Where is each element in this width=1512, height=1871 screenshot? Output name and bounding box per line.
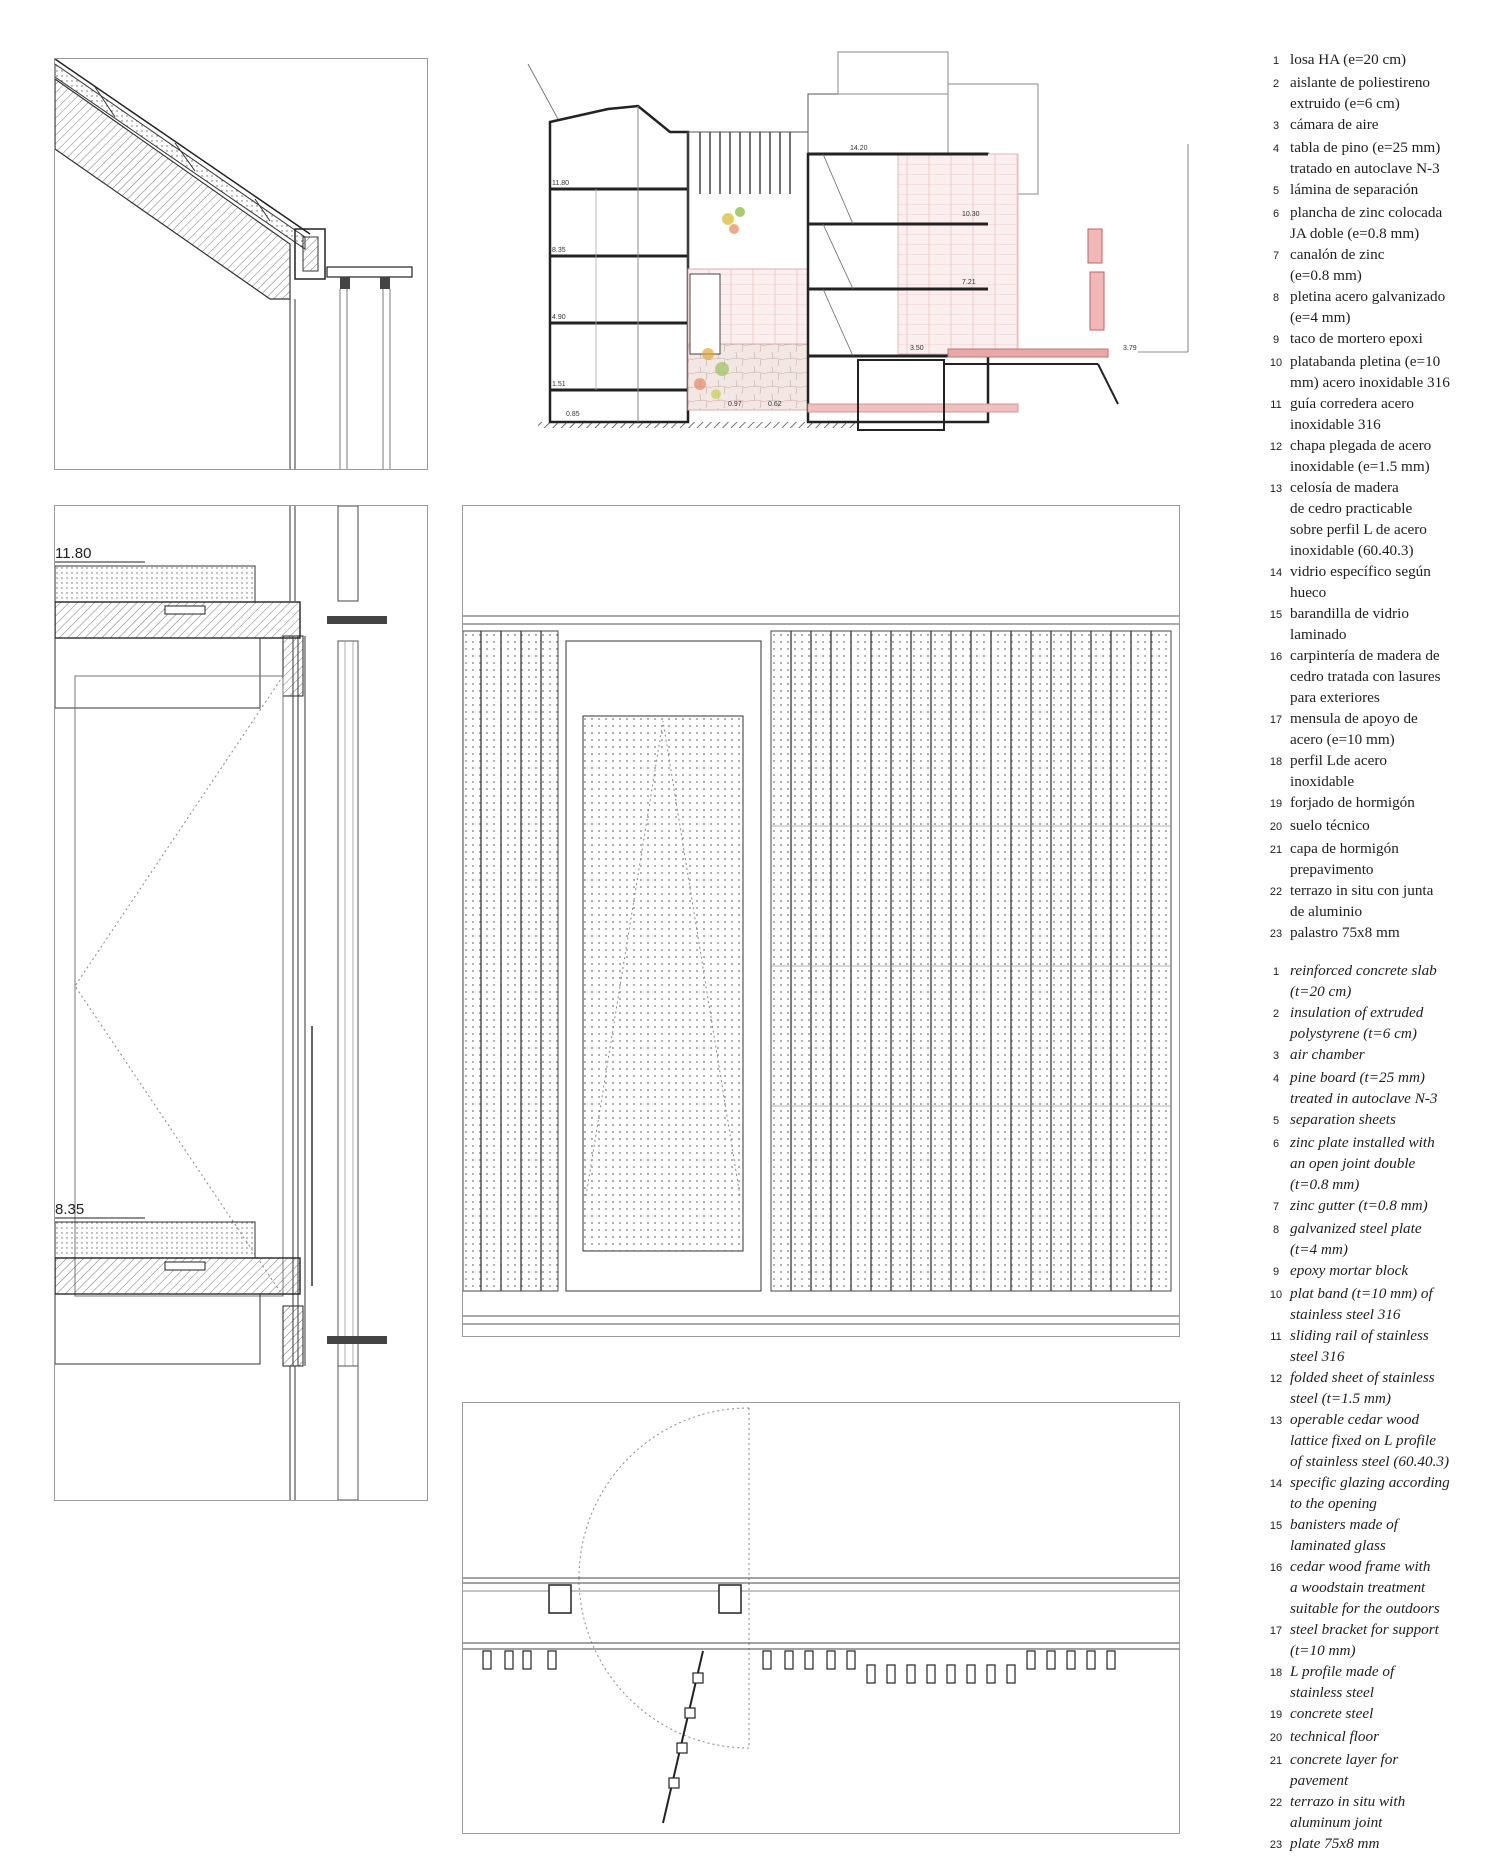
legend-item [1262,1260,1512,1283]
legend-item-number: 6 [1272,1138,1280,1150]
legend-item [1262,1325,1512,1367]
legend-item-text: forjado de hormigón [1290,794,1415,811]
legend-item-number: 17 [1269,714,1283,726]
facade-plan-panel [462,1402,1180,1834]
legend-item [1262,1002,1512,1044]
legend-item-number: 19 [1269,798,1283,810]
legend-item [1262,708,1512,750]
level-label: 4.90 [552,314,566,321]
legend-item-number: 11 [1270,1331,1282,1343]
legend-item [1262,1514,1512,1556]
legend-item [1262,880,1512,922]
legend-item [1262,1044,1512,1067]
legend-item [1262,1195,1512,1218]
legend-item [1262,1556,1512,1619]
legend-item-text: folded sheet of stainless steel (t=1.5 mm) [1290,1369,1435,1407]
legend-item-number: 21 [1269,1755,1283,1767]
legend-item-text: banisters made of laminated glass [1290,1516,1398,1554]
legend-item [1262,815,1512,838]
legend-item-text: epoxy mortar block [1290,1262,1409,1279]
right-lattice-panels [771,631,1171,1291]
legend-item [1262,1409,1512,1472]
level-label: 1.51 [552,381,566,388]
legend-item [1262,1472,1512,1514]
facade-vertical-section-panel [54,505,428,1501]
level-label: 3.79 [1123,345,1137,352]
legend-item-text: technical floor [1290,1728,1379,1745]
level-label: 8.35 [552,247,566,254]
legend-item-number: 23 [1269,1839,1283,1851]
facade-vertical-section-drawing [55,506,427,1500]
level-label: 0.62 [768,401,782,408]
legend-item-number: 12 [1269,441,1283,453]
legend-item-text: carpintería de madera de cedro tratada con lasures para exteriores [1290,647,1441,706]
legend-item-text: galvanized steel plate (t=4 mm) [1290,1220,1422,1258]
legend-item-number: 8 [1272,1224,1280,1236]
legend-item-number: 20 [1269,821,1283,833]
legend-item-text: reinforced concrete slab (t=20 cm) [1290,962,1437,1000]
legend-item-text: celosía de madera de cedro practicable sobre perfil L de acero inoxidable (60.40.3) [1290,479,1427,559]
legend-item-number: 8 [1272,292,1280,304]
legend-item [1262,49,1512,72]
legend-item-text: cedar wood frame with a woodstain treatment suitable for the outdoors [1290,1558,1440,1617]
legend-item [1262,838,1512,880]
legend-item-text: aislante de poliestireno extruido (e=6 cm) [1290,74,1431,112]
legend-item-number: 18 [1269,756,1283,768]
legend-item [1262,286,1512,328]
legend-item-number: 16 [1269,1562,1283,1574]
legend-item-text: tabla de pino (e=25 mm) tratado en autoclave N-3 [1290,139,1441,177]
legend-item [1262,137,1512,179]
legend-item [1262,351,1512,393]
legend-item-number: 1 [1272,966,1280,978]
legend-item-text: suelo técnico [1290,817,1370,834]
legend-item-number: 19 [1269,1709,1283,1721]
roof-eave-detail-drawing [55,59,427,469]
legend-item-text: air chamber [1290,1046,1365,1063]
legend-item [1262,1067,1512,1109]
legend-english [1262,960,1512,1856]
legend-item-number: 23 [1269,928,1283,940]
legend-item [1262,179,1512,202]
legend-item-number: 18 [1269,1667,1283,1679]
legend-item [1262,1661,1512,1703]
level-label: 0.85 [566,411,580,418]
legend-item [1262,1726,1512,1749]
legend-item-text: terrazo in situ con junta de aluminio [1290,882,1434,920]
legend-item-text: cámara de aire [1290,116,1379,133]
legend-item-text: concrete steel [1290,1705,1374,1722]
legend-item [1262,922,1512,945]
legend-item-number: 10 [1269,357,1283,369]
legend-item-text: terrazo in situ with aluminum joint [1290,1793,1406,1831]
legend-item [1262,1833,1512,1856]
legend-item-number: 10 [1269,1289,1283,1301]
legend-item-number: 5 [1272,1115,1280,1127]
level-label: 7.21 [962,279,976,286]
legend-item-number: 15 [1269,609,1283,621]
legend-item-text: capa de hormigón prepavimento [1290,840,1399,878]
legend-item-number: 2 [1272,1008,1280,1020]
legend-item-text: chapa plegada de acero inoxidable (e=1.5 mm) [1290,437,1432,475]
legend-item-number: 6 [1272,208,1280,220]
legend-item-number: 9 [1272,334,1280,346]
legend-item-text: plate 75x8 mm [1290,1835,1380,1852]
legend-item-text: plancha de zinc colocada JA doble (e=0.8 mm) [1290,204,1443,242]
building-section-panel [478,44,1190,454]
legend-item [1262,1218,1512,1260]
legend-item-text: taco de mortero epoxi [1290,330,1423,347]
legend-item-text: mensula de apoyo de acero (e=10 mm) [1290,710,1418,748]
legend-item-text: plat band (t=10 mm) of stainless steel 316 [1290,1285,1433,1323]
building-section-drawing [478,44,1190,454]
legend-item-number: 11 [1270,399,1282,411]
level-label-upper: 11.80 [55,545,92,562]
legend-item-text: zinc plate installed with an open joint double (t=0.8 mm) [1290,1134,1435,1193]
legend-item-number: 22 [1269,886,1283,898]
legend-item-number: 16 [1269,651,1283,663]
legend-item-text: insulation of extruded polystyrene (t=6 cm) [1290,1004,1424,1042]
legend-item-text: separation sheets [1290,1111,1396,1128]
legend-item-number: 3 [1272,1050,1280,1062]
legend-item-text: lámina de separación [1290,181,1419,198]
legend-item-text: perfil Lde acero inoxidable [1290,752,1387,790]
level-label: 10.30 [962,211,980,218]
legend-item-number: 3 [1272,120,1280,132]
legend-spanish [1262,49,1512,945]
legend-item [1262,750,1512,792]
roof-eave-detail-panel [54,58,428,470]
legend-item [1262,435,1512,477]
legend-item [1262,1283,1512,1325]
legend-item-number: 13 [1269,1415,1283,1427]
legend-item-number: 1 [1272,55,1280,67]
legend-item-text: losa HA (e=20 cm) [1290,51,1407,68]
legend-item-number: 12 [1269,1373,1283,1385]
legend-item-number: 5 [1272,185,1280,197]
legend-item-text: concrete layer for pavement [1290,1751,1399,1789]
legend-item-number: 20 [1269,1732,1283,1744]
legend-item-number: 15 [1269,1520,1283,1532]
facade-elevation-panel [462,505,1180,1337]
facade-elevation-drawing [463,506,1179,1336]
legend-item [1262,1703,1512,1726]
legend-item-number: 14 [1269,567,1283,579]
legend-item-number: 14 [1269,1478,1283,1490]
level-label: 3.50 [910,345,924,352]
legend-item [1262,603,1512,645]
legend-item-number: 22 [1269,1797,1283,1809]
legend-item [1262,561,1512,603]
legend-item-number: 17 [1269,1625,1283,1637]
level-label: 14.20 [850,145,868,152]
legend-item-text: zinc gutter (t=0.8 mm) [1290,1197,1428,1214]
legend-item-text: pletina acero galvanizado (e=4 mm) [1290,288,1446,326]
legend-item [1262,792,1512,815]
legend-item-text: sliding rail of stainless steel 316 [1290,1327,1429,1365]
legend-item-text: canalón de zinc (e=0.8 mm) [1290,246,1385,284]
legend-item-text: specific glazing according to the opening [1290,1474,1450,1512]
legend-item-text: guía corredera acero inoxidable 316 [1290,395,1414,433]
level-label: 11.80 [552,180,569,187]
legend-item [1262,1749,1512,1791]
legend-item [1262,72,1512,114]
legend-item [1262,960,1512,1002]
legend-item-text: palastro 75x8 mm [1290,924,1400,941]
legend-item-number: 4 [1272,1073,1280,1085]
legend-item-text: pine board (t=25 mm) treated in autoclave N-3 [1290,1069,1438,1107]
legend-item-number: 2 [1272,78,1280,90]
legend-item [1262,1791,1512,1833]
legend-item-number: 7 [1272,1201,1280,1213]
legend-item [1262,393,1512,435]
legend-item-text: L profile made of stainless steel [1290,1663,1395,1701]
legend-item-number: 9 [1272,1266,1280,1278]
level-label: 0.97 [728,401,742,408]
legend-item-number: 7 [1272,250,1280,262]
legend-item [1262,477,1512,561]
legend-item [1262,114,1512,137]
legend-item-text: barandilla de vidrio laminado [1290,605,1409,643]
legend-item [1262,1132,1512,1195]
facade-plan-drawing [463,1403,1179,1833]
legend-item-text: operable cedar wood lattice fixed on L profile of stainless steel (60.40.3) [1290,1411,1450,1470]
legend-item-number: 13 [1269,483,1283,495]
legend-item-number: 21 [1269,844,1283,856]
legend-item-number: 4 [1272,143,1280,155]
legend-item [1262,645,1512,708]
legend-item-text: vidrio específico según hueco [1290,563,1431,601]
legend-item [1262,202,1512,244]
legend-item [1262,1109,1512,1132]
legend-item-text: platabanda pletina (e=10 mm) acero inoxidable 316 [1290,353,1450,391]
level-label-lower: 8.35 [55,1201,85,1218]
legend-item [1262,328,1512,351]
legend-item-text: steel bracket for support (t=10 mm) [1290,1621,1439,1659]
legend-item [1262,244,1512,286]
legend-item [1262,1367,1512,1409]
legend-item [1262,1619,1512,1661]
